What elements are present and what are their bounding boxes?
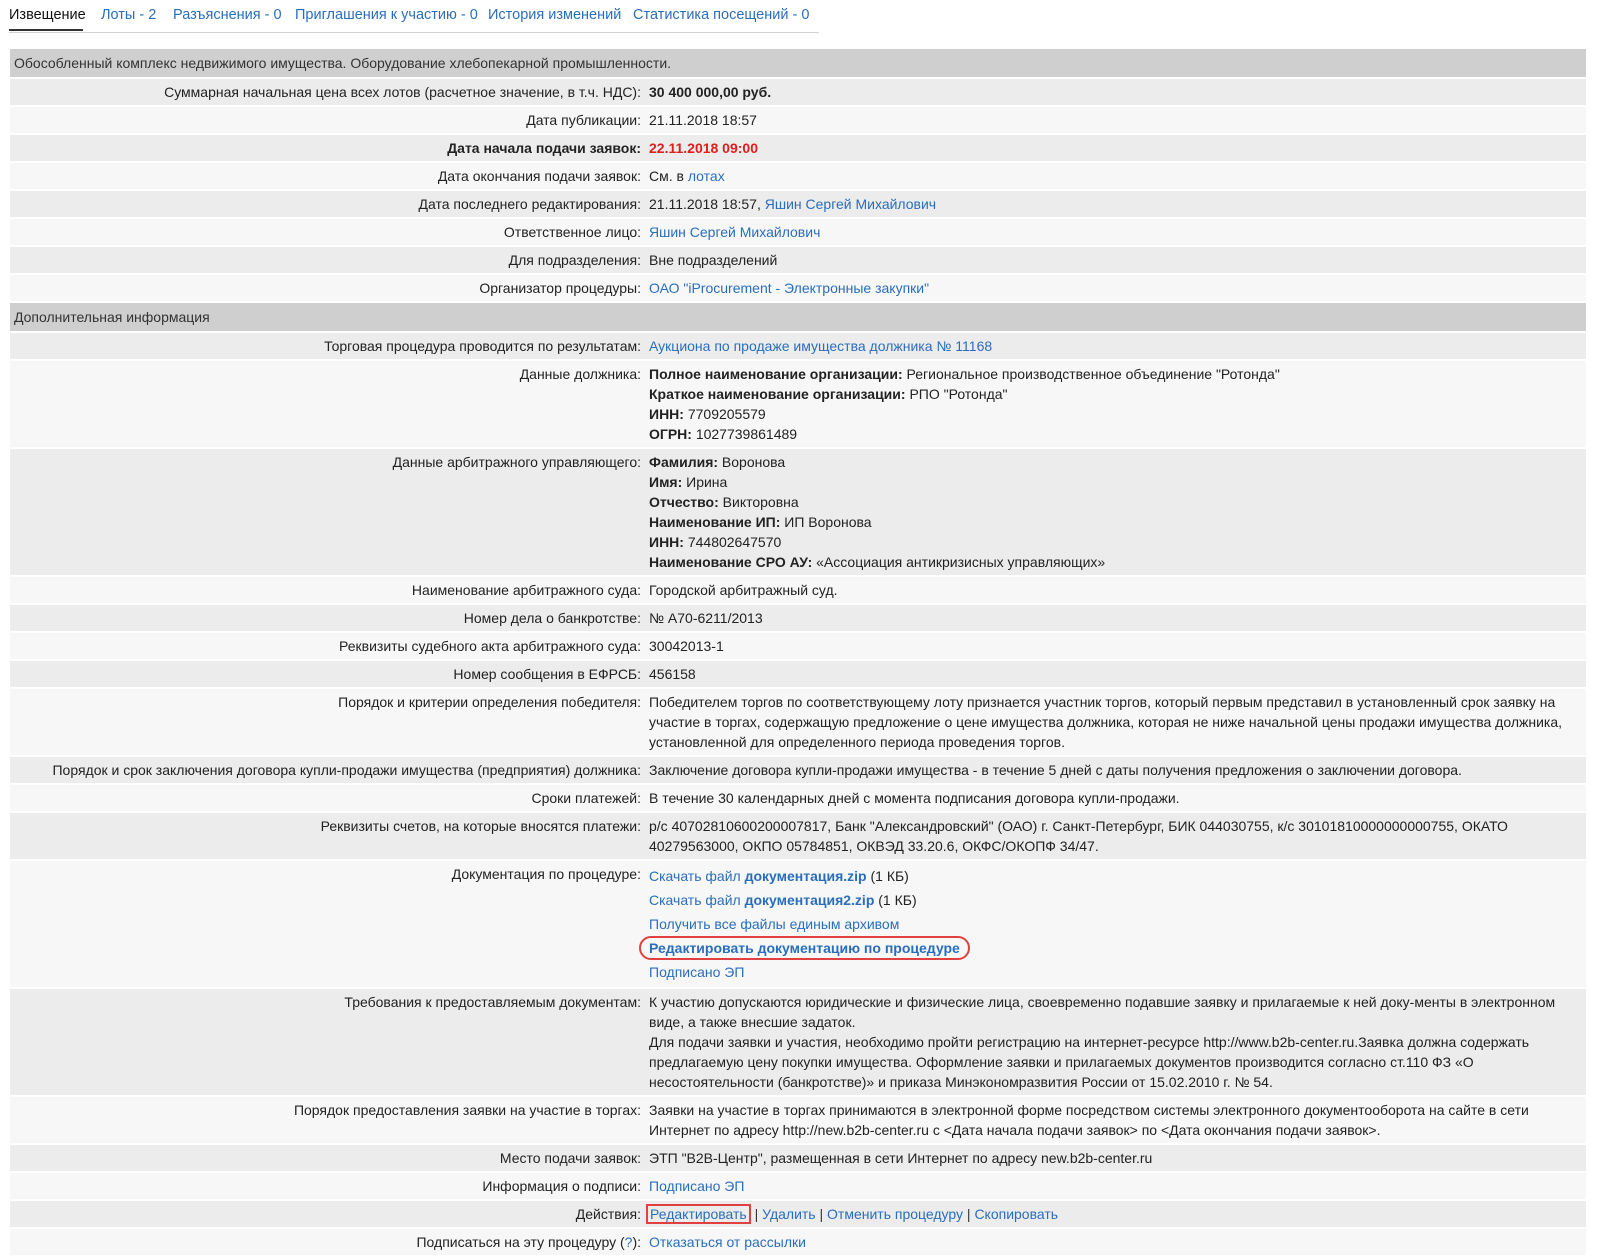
row-documentation <box>10 861 1586 987</box>
signature-info-value <box>645 1173 1586 1199</box>
subscribe-value <box>645 1229 1586 1255</box>
download-archive-link[interactable]: Получить все файлы единым архивом <box>649 916 900 932</box>
procedure-title: Обособленный комплекс недвижимого имущества. Оборудование хлебопекарной промышленности. <box>10 49 1586 77</box>
edit-docs-row <box>649 936 1582 960</box>
field-label: Номер дела о банкротстве: <box>10 605 645 631</box>
winner-criteria-value: Победителем торгов по соответствующему лоту признается участник торгов, который первым представил в установленный срок заявку на участие в торгах, содержащую предложение о цене имущества должника, которая не ниже начальной цены продажи имущества должника, установленной для определенного периода проведения торгов. <box>645 689 1586 755</box>
row-subscribe <box>10 1229 1586 1255</box>
field-label: Реквизиты счетов, на которые вносятся платежи: <box>10 813 645 859</box>
publication-date-value: 21.11.2018 18:57 <box>645 107 1586 133</box>
field-label: Наименование арбитражного суда: <box>10 577 645 603</box>
manager-patronymic <box>649 492 1582 512</box>
tab-history[interactable]: История изменений <box>488 7 622 23</box>
field-label: Порядок и критерии определения победителя: <box>10 689 645 755</box>
last-edit-date: 21.11.2018 18:57, <box>649 196 761 212</box>
debtor-value <box>645 361 1586 447</box>
separator: | <box>966 1206 971 1222</box>
signature-link[interactable]: Подписано ЭП <box>649 1178 745 1194</box>
row-start-date <box>10 135 1586 161</box>
edit-documentation-link[interactable]: Редактировать документацию по процедуре <box>639 936 970 960</box>
download-prefix: Скачать файл <box>649 868 741 884</box>
field-label: Данные должника: <box>10 361 645 447</box>
end-date-prefix: См. в <box>649 168 684 184</box>
responsible-value <box>645 219 1586 245</box>
organizer-link[interactable]: ОАО "iProcurement - Электронные закупки" <box>649 280 930 296</box>
unsubscribe-link[interactable]: Отказаться от рассылки <box>649 1234 806 1250</box>
delete-procedure-link[interactable]: Удалить <box>762 1206 816 1222</box>
field-label: Организатор процедуры: <box>10 275 645 301</box>
copy-procedure-link[interactable]: Скопировать <box>974 1206 1059 1222</box>
lots-link[interactable]: лотах <box>687 168 725 184</box>
row-total-price <box>10 79 1586 105</box>
court-act-value: 30042013-1 <box>645 633 1586 659</box>
field-key: ИНН: <box>649 406 684 422</box>
field-text: Викторовна <box>722 494 799 510</box>
field-label: Дата последнего редактирования: <box>10 191 645 217</box>
field-label: Место подачи заявок: <box>10 1145 645 1171</box>
field-text: Воронова <box>721 454 786 470</box>
field-label: Реквизиты судебного акта арбитражного суда: <box>10 633 645 659</box>
row-document-requirements <box>10 989 1586 1095</box>
subscribe-help-link[interactable]: ? <box>624 1234 633 1250</box>
tab-statistics[interactable]: Статистика посещений - 0 <box>633 7 810 23</box>
row-accounts <box>10 813 1586 859</box>
last-edit-value <box>645 191 1586 217</box>
separator: | <box>754 1206 759 1222</box>
payment-terms-value: В течение 30 календарных дней с момента подписания договора купли-продажи. <box>645 785 1586 811</box>
row-signature-info <box>10 1173 1586 1199</box>
manager-inn <box>649 532 1582 552</box>
tab-invitations[interactable]: Приглашения к участию - 0 <box>295 7 478 23</box>
field-text: Ирина <box>686 474 728 490</box>
archive-row <box>649 912 1582 936</box>
manager-name <box>649 472 1582 492</box>
field-text: «Ассоциация антикризисных управляющих» <box>816 554 1106 570</box>
field-label: Документация по процедуре: <box>10 861 645 987</box>
field-label: Дата начала подачи заявок: <box>10 135 645 161</box>
tab-lots[interactable]: Лоты - 2 <box>101 7 157 23</box>
total-price-value: 30 400 000,00 руб. <box>645 79 1586 105</box>
auction-link[interactable]: Аукциона по продаже имущества должника № 11168 <box>649 338 993 354</box>
field-label: Данные арбитражного управляющего: <box>10 449 645 575</box>
row-publication-date <box>10 107 1586 133</box>
debtor-ogrn <box>649 424 1582 444</box>
field-key: Наименование СРО АУ: <box>649 554 813 570</box>
row-trade-basis <box>10 333 1586 359</box>
responsible-link[interactable]: Яшин Сергей Михайлович <box>649 224 821 240</box>
debtor-short-name <box>649 384 1582 404</box>
field-label <box>10 1229 645 1255</box>
case-number-value: № А70-6211/2013 <box>645 605 1586 631</box>
field-key: Фамилия: <box>649 454 719 470</box>
field-label: Действия: <box>10 1201 645 1227</box>
debtor-full-name <box>649 364 1582 384</box>
row-organizer <box>10 275 1586 301</box>
section-header <box>10 49 1586 77</box>
manager-ip <box>649 512 1582 532</box>
field-label: Ответственное лицо: <box>10 219 645 245</box>
field-text: 1027739861489 <box>695 426 798 442</box>
field-label: Торговая процедура проводится по результатам: <box>10 333 645 359</box>
field-key: ОГРН: <box>649 426 692 442</box>
debtor-inn <box>649 404 1582 424</box>
field-key: ИНН: <box>649 534 684 550</box>
row-manager <box>10 449 1586 575</box>
manager-surname <box>649 452 1582 472</box>
field-text: 7709205579 <box>687 406 766 422</box>
field-text: 744802647570 <box>687 534 782 550</box>
field-label: Сроки платежей: <box>10 785 645 811</box>
additional-info-title: Дополнительная информация <box>10 303 1586 331</box>
field-label: Для подразделения: <box>10 247 645 273</box>
section-header <box>10 303 1586 331</box>
field-key: Отчество: <box>649 494 719 510</box>
docs-signed-link[interactable]: Подписано ЭП <box>649 964 745 980</box>
contract-terms-value: Заключение договора купли-продажи имущества - в течение 5 дней с даты получения предложения о заключении договора. <box>645 757 1586 783</box>
download-prefix: Скачать файл <box>649 892 741 908</box>
row-winner-criteria <box>10 689 1586 755</box>
separator: | <box>819 1206 824 1222</box>
tab-clarifications[interactable]: Разъяснения - 0 <box>173 7 282 23</box>
field-label: Порядок и срок заключения договора купли-продажи имущества (предприятия) должника: <box>10 757 645 783</box>
download-link-2[interactable] <box>649 892 874 908</box>
notice-table <box>10 47 1586 1257</box>
start-date-value: 22.11.2018 09:00 <box>645 135 1586 161</box>
row-last-edit <box>10 191 1586 217</box>
subscribe-label: Подписаться на эту процедуру ( <box>416 1234 625 1250</box>
field-label: Информация о подписи: <box>10 1173 645 1199</box>
requirements-paragraph-1: К участию допускаются юридические и физические лица, своевременно подавшие заявку и прилагаемые к ней доку-менты в электронном виде, а также внесшие задаток. <box>649 994 1556 1030</box>
row-debtor <box>10 361 1586 447</box>
actions-value <box>645 1201 1586 1227</box>
field-text: ИП Воронова <box>784 514 872 530</box>
download-link-1[interactable] <box>649 868 867 884</box>
row-submission-order <box>10 1097 1586 1143</box>
tab-bar <box>9 0 819 33</box>
submission-order-value: Заявки на участие в торгах принимаются в электронной форме посредством системы электронного документооборота на сайте в сети Интернет по адресу http://new.b2b-center.ru с <Дата начала подачи заявок> по <Дата окончания подачи заявок>. <box>645 1097 1586 1143</box>
edit-procedure-link[interactable]: Редактировать <box>646 1204 751 1224</box>
row-contract-terms <box>10 757 1586 783</box>
field-key: Краткое наименование организации: <box>649 386 906 402</box>
last-editor-link[interactable]: Яшин Сергей Михайлович <box>764 196 937 212</box>
active-tab-indicator <box>9 29 83 31</box>
accounts-value: р/с 40702810600200007817, Банк "Александровский" (ОАО) г. Санкт-Петербург, БИК 044030755, к/с 30101810000000000755, ОКАТО 40279563000, ОКПО 05784851, ОКВЭД 33.20.6, ОКФС/ОКОПФ 34/47. <box>645 813 1586 859</box>
file-size: (1 КБ) <box>878 892 917 908</box>
field-key: Наименование ИП: <box>649 514 781 530</box>
organizer-value <box>645 275 1586 301</box>
efrsb-value: 456158 <box>645 661 1586 687</box>
file-size: (1 КБ) <box>870 868 909 884</box>
row-court-act <box>10 633 1586 659</box>
document-requirements-value <box>645 989 1586 1095</box>
field-text: Региональное производственное объединение "Ротонда" <box>906 366 1280 382</box>
signed-row <box>649 960 1582 984</box>
row-actions <box>10 1201 1586 1227</box>
field-key: Имя: <box>649 474 683 490</box>
row-payment-terms <box>10 785 1586 811</box>
field-key: Полное наименование организации: <box>649 366 903 382</box>
field-label: Суммарная начальная цена всех лотов (расчетное значение, в т.ч. НДС): <box>10 79 645 105</box>
department-value: Вне подразделений <box>645 247 1586 273</box>
documentation-value <box>645 861 1586 987</box>
row-end-date <box>10 163 1586 189</box>
subscribe-label-end: ): <box>632 1234 641 1250</box>
field-text: РПО "Ротонда" <box>909 386 1008 402</box>
row-efrsb <box>10 661 1586 687</box>
row-court <box>10 577 1586 603</box>
field-label: Номер сообщения в ЕФРСБ: <box>10 661 645 687</box>
field-label: Требования к предоставляемым документам: <box>10 989 645 1095</box>
tab-notice[interactable]: Извещение <box>9 7 86 23</box>
download-file-2 <box>649 888 1582 912</box>
row-case-number <box>10 605 1586 631</box>
file-name: документация2.zip <box>744 892 875 908</box>
cancel-procedure-link[interactable]: Отменить процедуру <box>827 1206 964 1222</box>
field-label: Дата публикации: <box>10 107 645 133</box>
trade-basis-value <box>645 333 1586 359</box>
submission-place-value: ЭТП "B2B-Центр", размещенная в сети Интернет по адресу new.b2b-center.ru <box>645 1145 1586 1171</box>
requirements-paragraph-2: Для подачи заявки и участия, необходимо пройти регистрацию на интернет-ресурсе http://www.b2b-center.ru.Заявка должна содержать предлагаемую цену покупки имущества. Оформление заявки и прилагаемых документов производится согласно ст.110 ФЗ «О несостоятельности (банкротстве)» и приказа Минэкономразвития России от 15.02.2010 г. № 54. <box>649 1034 1530 1090</box>
manager-value <box>645 449 1586 575</box>
file-name: документация.zip <box>744 868 867 884</box>
download-file-1 <box>649 864 1582 888</box>
field-label: Дата окончания подачи заявок: <box>10 163 645 189</box>
row-responsible <box>10 219 1586 245</box>
end-date-value <box>645 163 1586 189</box>
row-submission-place <box>10 1145 1586 1171</box>
row-department <box>10 247 1586 273</box>
field-label: Порядок предоставления заявки на участие в торгах: <box>10 1097 645 1143</box>
court-value: Городской арбитражный суд. <box>645 577 1586 603</box>
manager-sro <box>649 552 1582 572</box>
